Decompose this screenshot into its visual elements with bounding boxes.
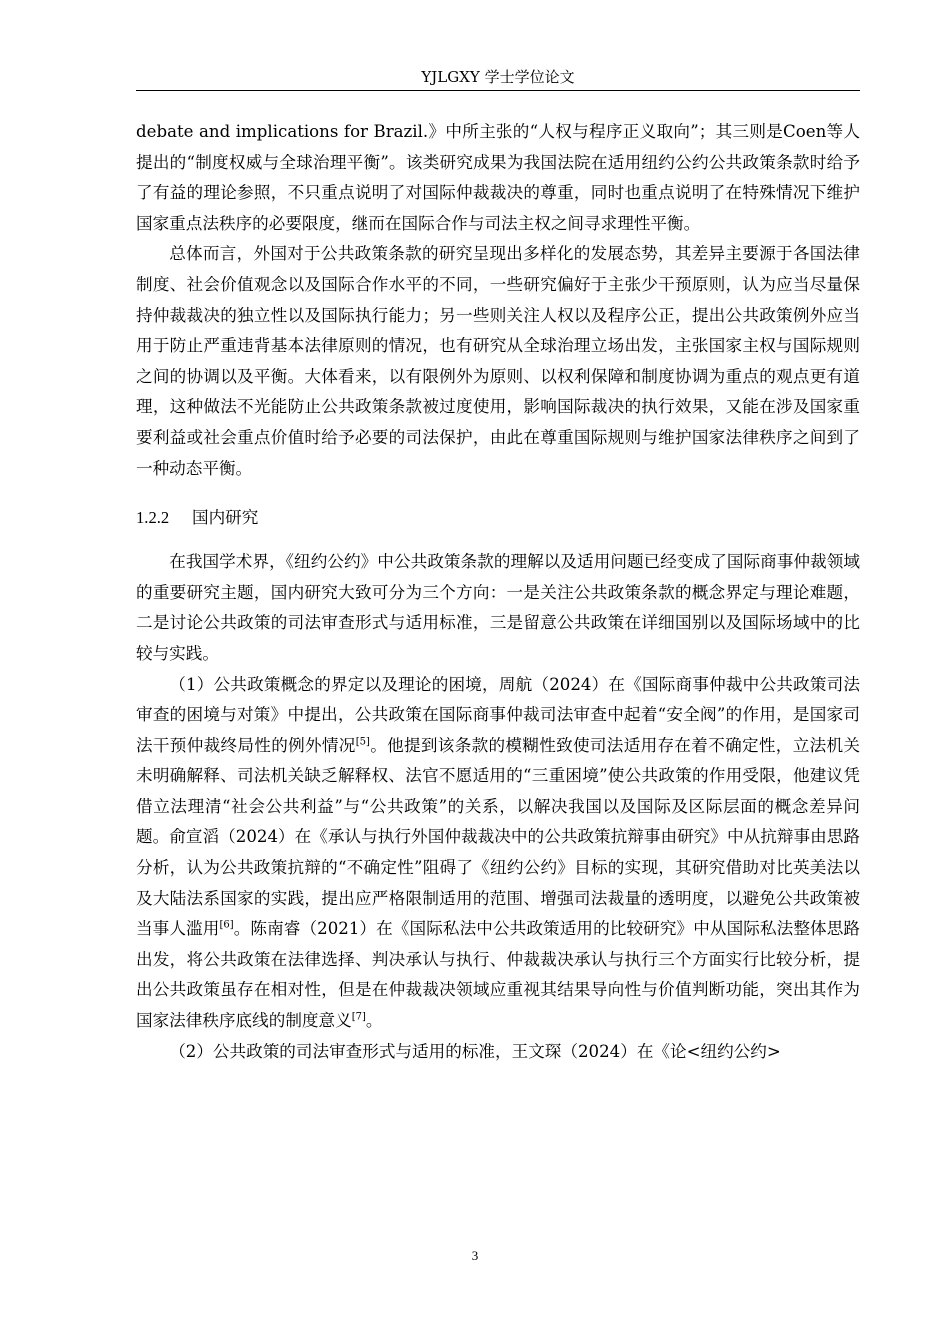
- paragraph-foreign-research-continued: debate and implications for Brazil.》中所主张的“人权与程序正义取向”；其三则是Coen等人提出的“制度权威与全球治理平衡”。该类研究成果为我国法院在适用纽约公约公共政策条款时给予了有益的理论参照，不只重点说明了对国际仲裁裁决的尊重，同时也重点说明了在特殊情况下维护国家重点法秩序的必要限度，继而在国际合作与司法主权之间寻求理性平衡。: [136, 122, 860, 233]
- section-number: 1.2.2: [136, 508, 170, 528]
- citation-ref: [5]: [355, 736, 370, 748]
- page-number: 3: [471, 1248, 479, 1263]
- citation-ref: [7]: [351, 1011, 366, 1023]
- section-title: 国内研究: [192, 508, 259, 528]
- paragraph-text: 。他提到该条款的模糊性致使司法适用存在着不确定性，立法机关未明确解释、司法机关缺乏解释权、法官不愿适用的“三重困境”使公共政策的作用受限，他建议凭借立法理清“社会公共利益”与“公共政策”的关系，以解决我国以及国际及区际层面的概念差异问题。俞宣滔（2024）在《承认与执行外国仲裁裁决中的公共政策抗辩事由研究》中从抗辩事由思路分析，认为公共政策抗辩的“不确定性”阻碍了《纽约公约》目标的实现，其研究借助对比英美法以及大陆法系国家的实践，提出应严格限制适用的范围、增强司法裁量的透明度，以避免公共政策被当事人滥用: [136, 735, 861, 939]
- paragraph-text: （1）公共政策概念的界定以及理论的困境，周航（2024）在《国际商事仲裁中公共政策司法审查的困境与对策》中提出，公共政策在国际商事仲裁司法审查中起着“安全阀”的作用，是国家司法干预仲裁终局性的例外情况: [136, 674, 860, 755]
- document-body: [136, 117, 860, 1067]
- citation-ref: [6]: [219, 919, 234, 931]
- paragraph-text: 。: [365, 1011, 383, 1031]
- paragraph-concept-definition: [136, 670, 860, 1037]
- page-header: YJLGXY 学士学位论文: [421, 68, 575, 86]
- paragraph-judicial-review: （2）公共政策的司法审查形式与适用的标准，王文琛（2024）在《论<纽约公约>: [169, 1041, 781, 1061]
- paragraph-domestic-intro: 在我国学术界，《纽约公约》中公共政策条款的理解以及适用问题已经变成了国际商事仲裁领域的重要研究主题，国内研究大致可分为三个方向：一是关注公共政策条款的概念界定与理论难题，二是讨论公共政策的司法审查形式与适用标准，三是留意公共政策在详细国别以及国际场域中的比较与实践。: [136, 552, 860, 663]
- paragraph-text: 。陈南睿（2021）在《国际私法中公共政策适用的比较研究》中从国际私法整体思路出发，将公共政策在法律选择、判决承认与执行、仲裁裁决承认与执行三个方面实行比较分析，提出公共政策虽存在相对性，但是在仲裁裁决领域应重视其结果导向性与价值判断功能，突出其作为国家法律秩序底线的制度意义: [136, 919, 860, 1031]
- paragraph-foreign-research-summary: 总体而言，外国对于公共政策条款的研究呈现出多样化的发展态势，其差异主要源于各国法律制度、社会价值观念以及国际合作水平的不同，一些研究偏好于主张少干预原则，认为应当尽量保持仲裁裁决的独立性以及国际执行能力；另一些则关注人权以及程序公正，提出公共政策例外应当用于防止严重违背基本法律原则的情况，也有研究从全球治理立场出发，主张国家主权与国际规则之间的协调以及平衡。大体看来，以有限例外为原则、以权利保障和制度协调为重点的观点更有道理，这种做法不光能防止公共政策条款被过度使用，影响国际裁决的执行效果，又能在涉及国家重要利益或社会重点价值时给予必要的司法保护，由此在尊重国际规则与维护国家法律秩序之间到了一种动态平衡。: [136, 244, 860, 478]
- header-divider: [136, 90, 860, 91]
- section-heading: [136, 503, 860, 533]
